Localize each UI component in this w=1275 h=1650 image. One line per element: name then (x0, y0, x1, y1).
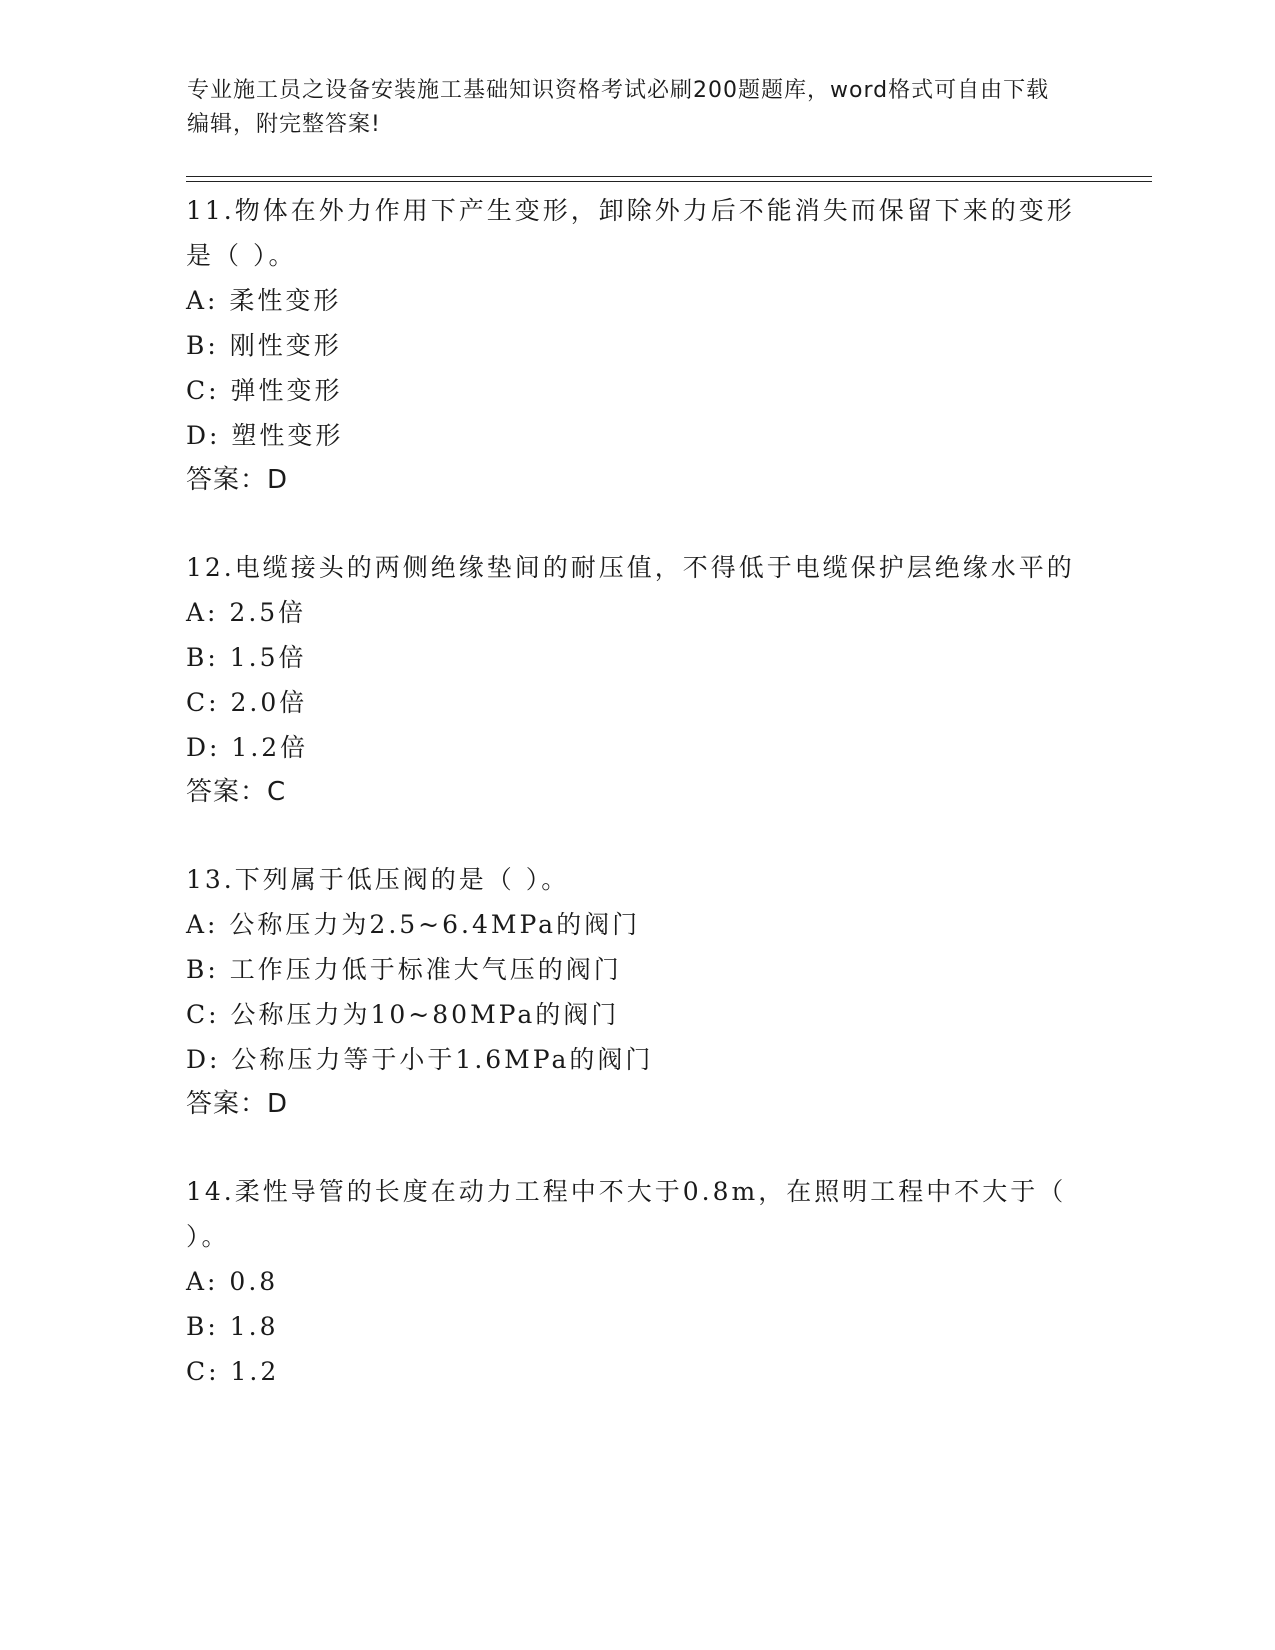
document-header: 专业施工员之设备安装施工基础知识资格考试必刷200题题库，word格式可自由下载编辑，附完整答案! (187, 78, 1050, 137)
option-a: A: 2.5倍 (186, 598, 307, 627)
answer-line: 答案：D (186, 1089, 289, 1119)
option-d: D: 塑性变形 (186, 421, 344, 450)
question-stem: 14.柔性导管的长度在动力工程中不大于0.8m，在照明工程中不大于（ ）。 (186, 1177, 1067, 1251)
option-b: B: 1.5倍 (186, 643, 307, 672)
question-stem: 13.下列属于低压阀的是（ ）。 (186, 865, 570, 894)
option-c: C: 2.0倍 (186, 688, 308, 717)
option-b: B: 刚性变形 (186, 331, 342, 360)
header-divider-bottom (186, 181, 1152, 182)
option-a: A: 公称压力为2.5~6.4MPa的阀门 (186, 910, 641, 939)
option-d: D: 1.2倍 (186, 733, 309, 762)
question-11 (186, 188, 1086, 503)
question-14 (186, 1169, 1086, 1394)
question-stem: 11.物体在外力作用下产生变形，卸除外力后不能消失而保留下来的变形是（ ）。 (186, 196, 1075, 270)
option-a: A: 0.8 (186, 1267, 279, 1296)
question-13 (186, 857, 1086, 1127)
question-12 (186, 545, 1086, 815)
question-stem: 12.电缆接头的两侧绝缘垫间的耐压值，不得低于电缆保护层绝缘水平的 (186, 553, 1075, 582)
option-d: D: 公称压力等于小于1.6MPa的阀门 (186, 1045, 654, 1074)
option-c: C: 1.2 (186, 1357, 280, 1386)
option-b: B: 工作压力低于标准大气压的阀门 (186, 955, 622, 984)
option-c: C: 公称压力为10~80MPa的阀门 (186, 1000, 620, 1029)
option-c: C: 弹性变形 (186, 376, 343, 405)
answer-line: 答案：C (186, 777, 287, 807)
option-a: A: 柔性变形 (186, 286, 342, 315)
header-divider-top (186, 176, 1152, 177)
question-list (186, 188, 1086, 1436)
option-b: B: 1.8 (186, 1312, 279, 1341)
answer-line: 答案：D (186, 465, 289, 495)
